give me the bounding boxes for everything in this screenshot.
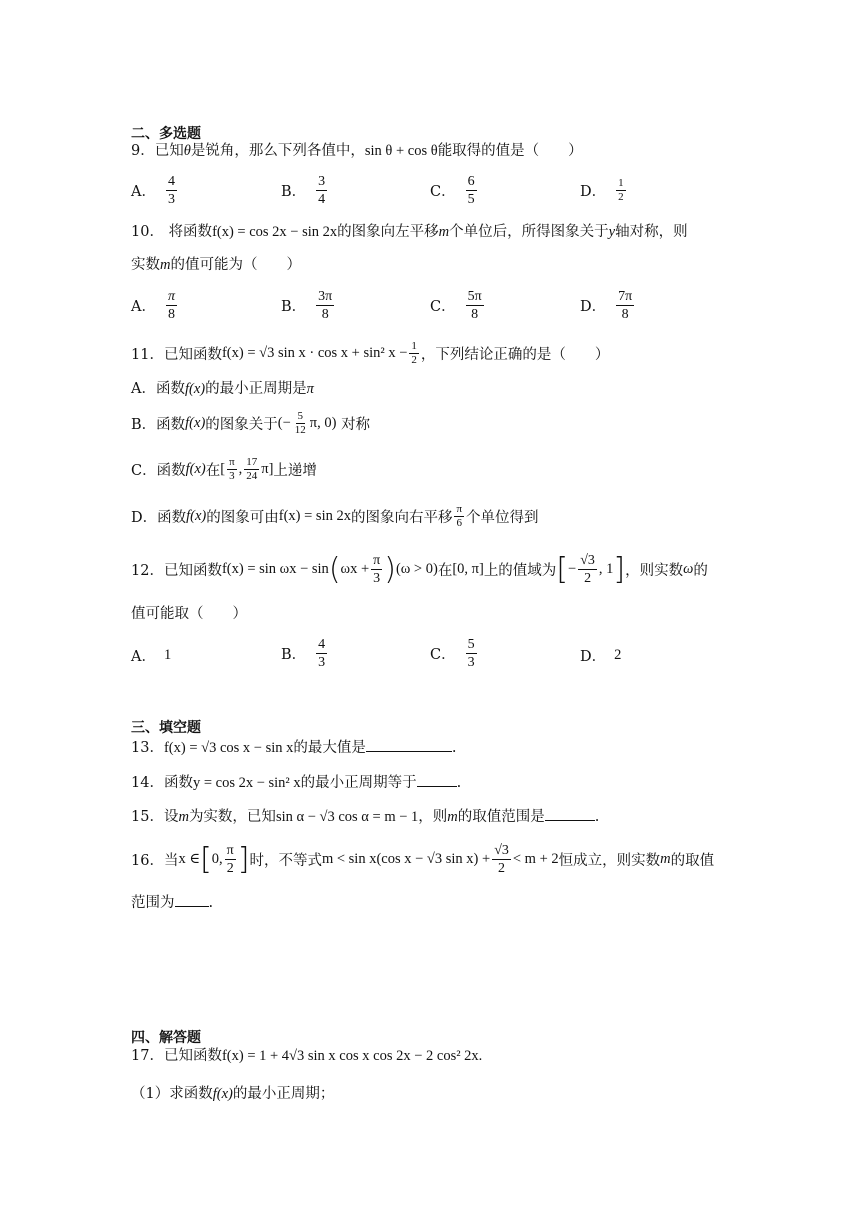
- math-expr: , 1: [598, 561, 614, 577]
- math-expr: −: [568, 561, 577, 577]
- fraction-num: 3π: [318, 289, 333, 304]
- fraction-den: 5: [467, 192, 475, 207]
- fraction-num: 5π: [467, 289, 482, 304]
- math-expr: f(x): [185, 461, 206, 477]
- question-text: 函数: [163, 775, 193, 791]
- math-expr: ,: [238, 461, 243, 477]
- question-text: 实数: [131, 257, 160, 273]
- option-label: C．: [131, 463, 157, 479]
- option-text: 的图象可由: [206, 510, 279, 526]
- question-17: [131, 1046, 482, 1066]
- fraction-num: π: [229, 456, 235, 468]
- fraction-den: 2: [618, 191, 624, 203]
- question-text: 的最小正周期；: [232, 1086, 335, 1102]
- option-text: 的图象向右平移: [350, 510, 453, 526]
- option-d: [580, 177, 628, 204]
- question-14: [131, 772, 461, 793]
- math-expr: x ∈: [178, 851, 201, 867]
- q11-option-a: [131, 379, 314, 399]
- option-c: [430, 288, 486, 323]
- question-12: 12． 已知函数 f(x) = sin ωx − sin ( ωx + $\frac{\pi}{3}$ ) (ω > 0) 在 [0, π] 上的值域为 [ − $\frac{√3}{2}$ , 1 ] ，则实数 ω 的: [131, 551, 708, 587]
- math-var: m: [178, 809, 189, 825]
- question-number: 13．: [131, 740, 164, 756]
- fraction-den: 8: [471, 307, 479, 322]
- fraction-den: 3: [229, 470, 235, 482]
- option-d: [580, 288, 636, 323]
- fraction-num: 7π: [618, 289, 633, 304]
- fraction-den: 8: [167, 307, 175, 322]
- question-text: 上的值域为: [483, 563, 557, 579]
- math-expr: f(x) = 1 + 4√3 sin x cos x cos 2x − 2 cos² 2x.: [221, 1048, 483, 1064]
- math-expr: 0,: [211, 851, 223, 867]
- question-text: .: [451, 740, 457, 756]
- option-c: [430, 173, 479, 208]
- option-label: D．: [580, 184, 607, 200]
- fraction-num: 5: [297, 410, 304, 422]
- math-expr: [0, π]: [452, 561, 484, 577]
- question-text: 为实数，已知: [188, 809, 276, 825]
- option-text: 的图象关于: [205, 417, 278, 433]
- option-label: D．: [580, 299, 607, 315]
- section-heading-multi-choice: 二、多选题: [131, 126, 201, 142]
- option-label: D．: [580, 649, 607, 665]
- option-b: [281, 288, 336, 323]
- option-text: 对称: [341, 417, 371, 433]
- fraction-num: π: [456, 503, 463, 515]
- question-text: 当: [163, 853, 179, 869]
- question-text: 的: [693, 563, 708, 579]
- question-text: 已知函数: [163, 1048, 222, 1064]
- math-expr: f(x): [184, 381, 206, 397]
- fraction-den: 3: [318, 655, 326, 670]
- option-label: D．: [131, 510, 158, 526]
- question-text: ，则实数: [625, 563, 684, 579]
- question-text: 已知: [154, 143, 184, 159]
- option-text: 函数: [156, 463, 186, 479]
- question-16: 16． 当 x ∈ [ 0, $\frac{\pi}{2}$ ] 时，不等式 m < sin x(cos x − √3 sin x) + $\frac{√3}{2}$ < m + 2 恒成立，则实数 m 的取值: [131, 841, 715, 877]
- math-expr: sin θ + cos θ: [364, 143, 438, 159]
- question-10-line-2: [131, 255, 301, 275]
- fraction-num: π: [373, 553, 381, 568]
- math-expr: (ω > 0): [395, 561, 438, 577]
- math-var: ω: [683, 561, 694, 577]
- fraction-den: 8: [621, 307, 629, 322]
- question-11: [131, 340, 609, 367]
- math-expr: (−: [277, 415, 291, 431]
- option-text: 上递增: [273, 463, 317, 479]
- question-number: 16．: [131, 853, 164, 869]
- fraction-den: 2: [498, 861, 506, 876]
- option-label: C．: [430, 299, 456, 315]
- question-number: 11．: [131, 347, 164, 363]
- option-label: B．: [281, 299, 307, 315]
- math-expr: [: [220, 461, 226, 477]
- option-text: 的最小正周期是: [205, 381, 307, 397]
- math-expr: sin α − √3 cos α = m − 1: [275, 809, 419, 825]
- option-d: [580, 645, 621, 666]
- question-text: 轴对称，则: [615, 224, 688, 240]
- question-17-part-1: [131, 1084, 334, 1104]
- q11-option-c: [131, 456, 317, 483]
- answer-blank[interactable]: [417, 772, 457, 787]
- question-number: 9．: [131, 143, 155, 159]
- fraction-num: 1: [411, 340, 417, 352]
- fraction-num: 1: [618, 177, 624, 189]
- option-label: B．: [281, 647, 307, 663]
- math-var: m: [160, 257, 171, 273]
- question-10: [131, 222, 688, 242]
- option-label: B．: [281, 184, 307, 200]
- fraction-num: 4: [318, 637, 326, 652]
- math-expr: y = cos 2x − sin² x: [192, 775, 301, 791]
- option-a: [131, 645, 171, 666]
- option-a: [131, 288, 179, 323]
- option-value: 1: [163, 647, 172, 663]
- fraction-num: 5: [467, 637, 475, 652]
- fraction-den: 2: [226, 861, 234, 876]
- math-var: m: [438, 224, 450, 240]
- fraction-den: 2: [411, 354, 417, 366]
- fraction-den: 4: [318, 192, 326, 207]
- fraction-den: 3: [467, 655, 475, 670]
- math-expr: f(x) = √3 cos x − sin x: [163, 740, 294, 756]
- q11-option-b: [131, 410, 370, 437]
- question-text: 的取值: [670, 853, 715, 869]
- option-value: 2: [614, 647, 622, 663]
- answer-blank[interactable]: [175, 892, 209, 907]
- fraction-num: √3: [580, 553, 595, 568]
- math-expr: f(x): [212, 1086, 233, 1102]
- option-label: A．: [131, 184, 156, 200]
- question-text: 将函数: [168, 224, 213, 240]
- question-text: 在: [437, 563, 453, 579]
- question-text: 的图象向左平移: [337, 224, 439, 240]
- option-a: [131, 173, 179, 208]
- option-label: B．: [131, 417, 157, 433]
- option-b: [281, 636, 329, 671]
- math-expr: ωx +: [340, 561, 370, 577]
- question-text: .: [456, 775, 462, 791]
- question-number: 17．: [131, 1048, 164, 1064]
- question-text: ，则: [418, 809, 448, 825]
- fraction-den: 6: [456, 517, 463, 529]
- math-expr: f(x) = √3 sin x · cos x + sin² x −: [221, 345, 408, 361]
- option-label: C．: [430, 647, 456, 663]
- question-text: 恒成立，则实数: [558, 853, 661, 869]
- fraction-num: π: [226, 843, 234, 858]
- question-text: 的值可能为（ ）: [170, 257, 301, 273]
- answer-blank[interactable]: [366, 737, 452, 752]
- question-text: 的最大值是: [293, 740, 366, 756]
- question-number: 15．: [131, 809, 164, 825]
- fraction-den: 2: [584, 571, 592, 586]
- math-expr: f(x): [186, 508, 207, 524]
- math-expr: f(x) = sin ωx − sin: [221, 561, 329, 577]
- math-expr: f(x) = sin 2x: [278, 508, 351, 524]
- fraction-num: π: [167, 289, 175, 304]
- math-expr: m < sin x(cos x − √3 sin x) +: [321, 851, 491, 867]
- fraction-num: 3: [318, 174, 326, 189]
- math-expr: < m + 2: [512, 851, 559, 867]
- option-text: 函数: [156, 417, 186, 433]
- question-text: 设: [163, 809, 179, 825]
- math-expr: f(x): [185, 415, 206, 431]
- section-heading-solutions: 四、解答题: [131, 1030, 201, 1046]
- option-text: 个单位得到: [466, 510, 539, 526]
- question-text: .: [594, 809, 600, 825]
- math-expr: π: [306, 381, 314, 397]
- question-9: [131, 141, 583, 161]
- fraction-num: 4: [167, 174, 175, 189]
- option-label: A．: [131, 299, 156, 315]
- question-13: [131, 737, 457, 758]
- math-var: m: [447, 809, 458, 825]
- fraction-den: 24: [246, 470, 258, 482]
- option-label: A．: [131, 381, 156, 397]
- question-text: （1）求函数: [131, 1086, 213, 1102]
- answer-blank[interactable]: [545, 806, 595, 821]
- option-label: C．: [430, 184, 456, 200]
- math-expr: f(x) = cos 2x − sin 2x: [212, 224, 338, 240]
- q11-option-d: [131, 503, 539, 530]
- question-text: 个单位后，所得图象关于: [449, 224, 609, 240]
- math-var: θ: [183, 143, 191, 159]
- question-text: 时，不等式: [249, 853, 322, 869]
- fraction-den: 3: [373, 571, 381, 586]
- question-16-line-2: [131, 892, 213, 913]
- question-text: 范围为: [131, 895, 175, 911]
- fraction-num: √3: [494, 843, 509, 858]
- math-expr: π, 0): [309, 415, 337, 431]
- option-text: 函数: [157, 510, 187, 526]
- fraction-den: 3: [167, 192, 175, 207]
- option-text: 函数: [155, 381, 185, 397]
- math-expr: π]: [261, 461, 274, 477]
- question-number: 14．: [131, 775, 164, 791]
- option-text: 在: [205, 463, 221, 479]
- question-text: 已知函数: [163, 563, 222, 579]
- fraction-den: 12: [294, 424, 306, 436]
- question-text: 能取得的值是（ ）: [437, 143, 583, 159]
- question-15: [131, 806, 599, 827]
- option-c: [430, 636, 479, 671]
- question-number: 10．: [131, 224, 164, 240]
- question-12-line-2: 值可能取（ ）: [131, 606, 247, 622]
- question-text: ，下列结论正确的是（ ）: [420, 347, 610, 363]
- section-heading-fill-in: 三、填空题: [131, 720, 201, 736]
- question-text: 是锐角，那么下列各值中，: [190, 143, 365, 159]
- fraction-num: 17: [246, 456, 258, 468]
- math-var: m: [660, 851, 671, 867]
- fraction-den: 8: [321, 307, 329, 322]
- question-text: 的最小正周期等于: [300, 775, 417, 791]
- question-text: .: [208, 895, 214, 911]
- math-var: y: [608, 224, 616, 240]
- option-b: [281, 173, 329, 208]
- option-label: A．: [131, 649, 156, 665]
- fraction-num: 6: [467, 174, 475, 189]
- question-number: 12．: [131, 563, 164, 579]
- question-text: 已知函数: [163, 347, 222, 363]
- question-text: 的取值范围是: [457, 809, 545, 825]
